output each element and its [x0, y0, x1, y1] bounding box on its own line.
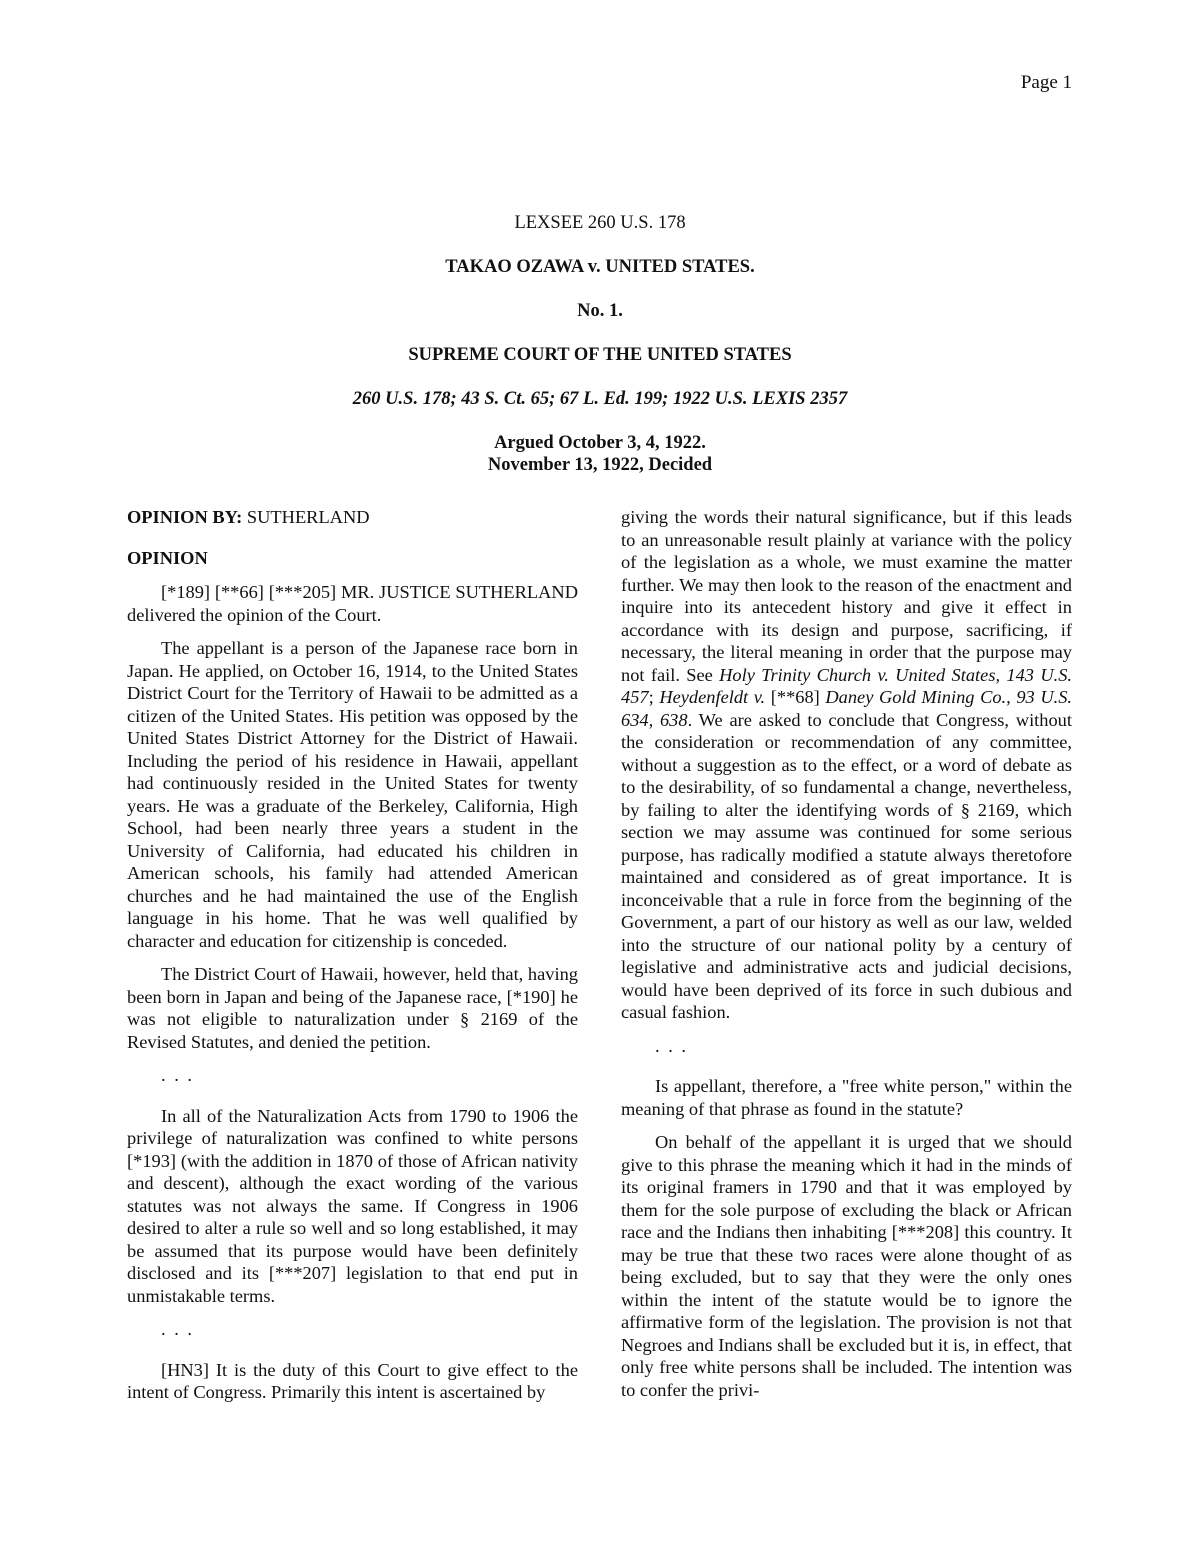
court-name: SUPREME COURT OF THE UNITED STATES: [408, 345, 792, 365]
omission-marker: . . .: [655, 1035, 688, 1056]
page-number: Page 1: [1020, 72, 1072, 93]
docket-number: No. 1.: [577, 301, 623, 321]
opinion-paragraph: The District Court of Hawaii, however, held that, having been born in Japan and being of the Japanese race, [*190] he was not eligible to naturalization under § 2169 of the Revised Statutes, and denied the petition.: [127, 964, 578, 1052]
right-column: [621, 506, 1072, 1412]
paragraph-text: giving the words their natural significance, but if this leads to an unreasonable result plainly at variance with the policy of the legislation as a whole, we must examine the matter further. We may then look to the reason of the enactment and inquire into its antecedent history and give it effect in accordance with its design and purpose, sacrificing, if necessary, the literal meaning in order that the purpose may not fail. See: [621, 507, 1072, 685]
separator: ;: [648, 687, 660, 707]
left-column: [127, 506, 578, 1415]
omission-marker: . . .: [161, 1065, 194, 1085]
page-reference: [**68]: [765, 687, 826, 707]
opinion-by: [127, 506, 578, 529]
argued-date: Argued October 3, 4, 1922.: [494, 433, 706, 453]
opinion-by-label: OPINION BY:: [127, 507, 243, 527]
opinion-by-value: SUTHERLAND: [246, 507, 370, 527]
case-citation: Holy Trinity Church v. United States, 143 U.S. 457: [621, 664, 1072, 707]
opinion-paragraph: On behalf of the appellant it is urged that we should give to this phrase the meaning which it had in the minds of its original framers in 1790 and that it was employed by them for the sole purpose of excluding the black or African race and the Indians then inhabiting [***208] this country. It may be true that these two races were alone thought of as being excluded, but to say that they were the only ones within the intent of the statute would be to ignore the affirmative form of the legislation. The provision is not that Negroes and Indians shall be excluded but it is, in effect, that only free white persons shall be included. The intention was to confer the privi-: [621, 1132, 1072, 1400]
citation-line: 260 U.S. 178; 43 S. Ct. 65; 67 L. Ed. 199; 1922 U.S. LEXIS 2357: [352, 389, 848, 409]
case-citation: Heydenfeldt v.: [659, 687, 766, 707]
opinion-paragraph: [*189] [**66] [***205] MR. JUSTICE SUTHERLAND delivered the opinion of the Court.: [127, 582, 578, 625]
omission-marker: . . .: [161, 1319, 194, 1339]
lexsee-line: LEXSEE 260 U.S. 178: [514, 213, 686, 233]
opinion-paragraph: In all of the Naturalization Acts from 1790 to 1906 the privilege of naturalization was confined to white persons [*193] (with the addition in 1870 of those of African nativity and descent), although the exact wording of the various statutes was not always the same. If Congress in 1906 desired to alter a rule so well and so long established, it may be assumed that its purpose would have been definitely disclosed and its [***207] legislation to that end put in unmistakable terms.: [127, 1105, 578, 1306]
opinion-heading: OPINION: [127, 547, 208, 568]
case-citation: Daney Gold Mining Co., 93 U.S. 634, 638: [621, 687, 1072, 730]
opinion-paragraph: The appellant is a person of the Japanese race born in Japan. He applied, on October 16, 1914, to the United States District Court for the Territory of Hawaii to be admitted as a citizen of the United States. His petition was opposed by the United States District Attorney for the District of Hawaii. Including the period of his residence in Hawaii, appellant had continuously resided in the United States for twenty years. He was a graduate of the Berkeley, California, High School, had been nearly three years a student in the University of California, had educated his children in American schools, his family had attended American churches and he had maintained the use of the English language in his home. That he was well qualified by character and education for citizenship is conceded.: [127, 638, 578, 951]
opinion-paragraph: [621, 506, 1072, 1024]
case-name: TAKAO OZAWA v. UNITED STATES.: [445, 257, 755, 277]
opinion-paragraph: Is appellant, therefore, a "free white person," within the meaning of that phrase as found in the statute?: [621, 1076, 1072, 1119]
decided-date: November 13, 1922, Decided: [487, 455, 713, 475]
opinion-paragraph: [HN3] It is the duty of this Court to give effect to the intent of Congress. Primarily this intent is ascertained by: [127, 1359, 578, 1402]
paragraph-text: . We are asked to conclude that Congress, without the consideration or recommendation of any committee, without a suggestion as to the effect, or a word of debate as to the desirability, of so fundamental a change, nevertheless, by failing to alter the identifying words of § 2169, which section we may assume was continued for some serious purpose, has radically modified a statute always theretofore maintained and considered as of great importance. It is inconceivable that a rule in force from the beginning of the Government, a part of our history as well as our law, welded into the structure of our national polity by a century of legislative and administrative acts and judicial decisions, would have been deprived of its force in such dubious and casual fashion.: [621, 709, 1072, 1022]
case-header: [0, 212, 1200, 476]
